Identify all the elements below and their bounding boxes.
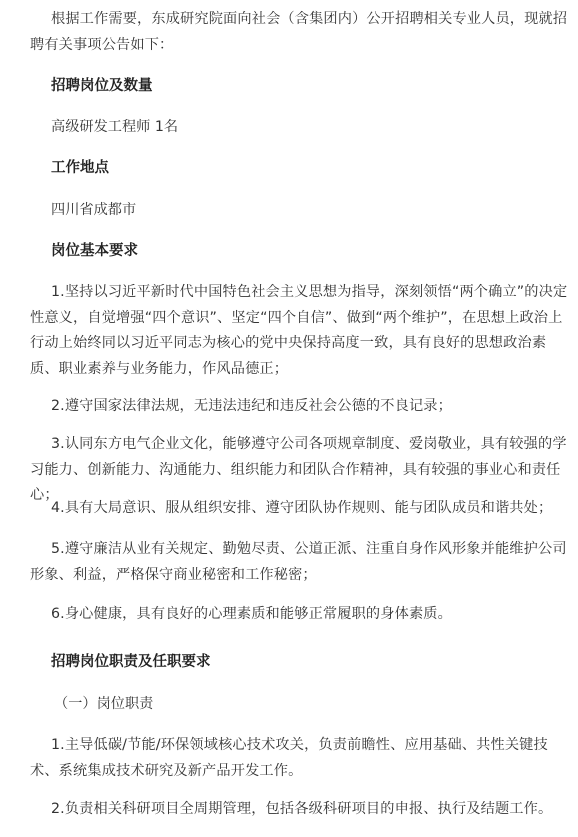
requirement-item-5: 5.遵守廉洁从业有关规定、勤勉尽责、公道正派、注重自身作风形象并能维护公司形象、利益，严格保守商业秘密和工作秘密； — [30, 541, 567, 583]
positions-heading: 招聘岗位及数量 — [51, 78, 153, 94]
location-text: 四川省成都市 — [51, 202, 137, 218]
requirements-heading: 岗位基本要求 — [51, 243, 138, 259]
duty-item-1: 1.主导低碳/节能/环保领域核心技术攻关，负责前瞻性、应用基础、共性关键技术、系统集成技术研究及新产品开发工作。 — [30, 737, 548, 779]
requirement-item-2: 2.遵守国家法律法规，无违法违纪和违反社会公德的不良记录； — [51, 398, 452, 414]
positions-text: 高级研发工程师 1名 — [51, 119, 179, 135]
duty-item-2: 2.负责相关科研项目全周期管理，包括各级科研项目的申报、执行及结题工作。 — [51, 801, 553, 817]
duties-subheading: （一）岗位职责 — [54, 696, 154, 712]
requirement-item-3: 3.认同东方电气企业文化，能够遵守公司各项规章制度、爱岗敬业，具有较强的学习能力、创新能力、沟通能力、组织能力和团队合作精神，具有较强的事业心和责任心； — [30, 436, 567, 503]
requirement-item-6: 6.身心健康，具有良好的心理素质和能够正常履职的身体素质。 — [51, 606, 452, 622]
requirement-item-1: 1.坚持以习近平新时代中国特色社会主义思想为指导，深刻领悟“两个确立”的决定性意义，自觉增强“四个意识”、坚定“四个自信”、做到“两个维护”，在思想上政治上行动上始终同以习近平同志为核心的党中央保持高度一致，具有良好的思想政治素质、职业素养与业务能力，作风品德正； — [30, 284, 568, 377]
duties-heading: 招聘岗位职责及任职要求 — [51, 654, 211, 670]
requirement-item-4: 4.具有大局意识、服从组织安排、遵守团队协作规则、能与团队成员和谐共处； — [51, 500, 553, 516]
intro-paragraph: 根据工作需要，东成研究院面向社会（含集团内）公开招聘相关专业人员，现就招聘有关事项公告如下： — [30, 11, 568, 53]
location-heading: 工作地点 — [51, 160, 109, 176]
